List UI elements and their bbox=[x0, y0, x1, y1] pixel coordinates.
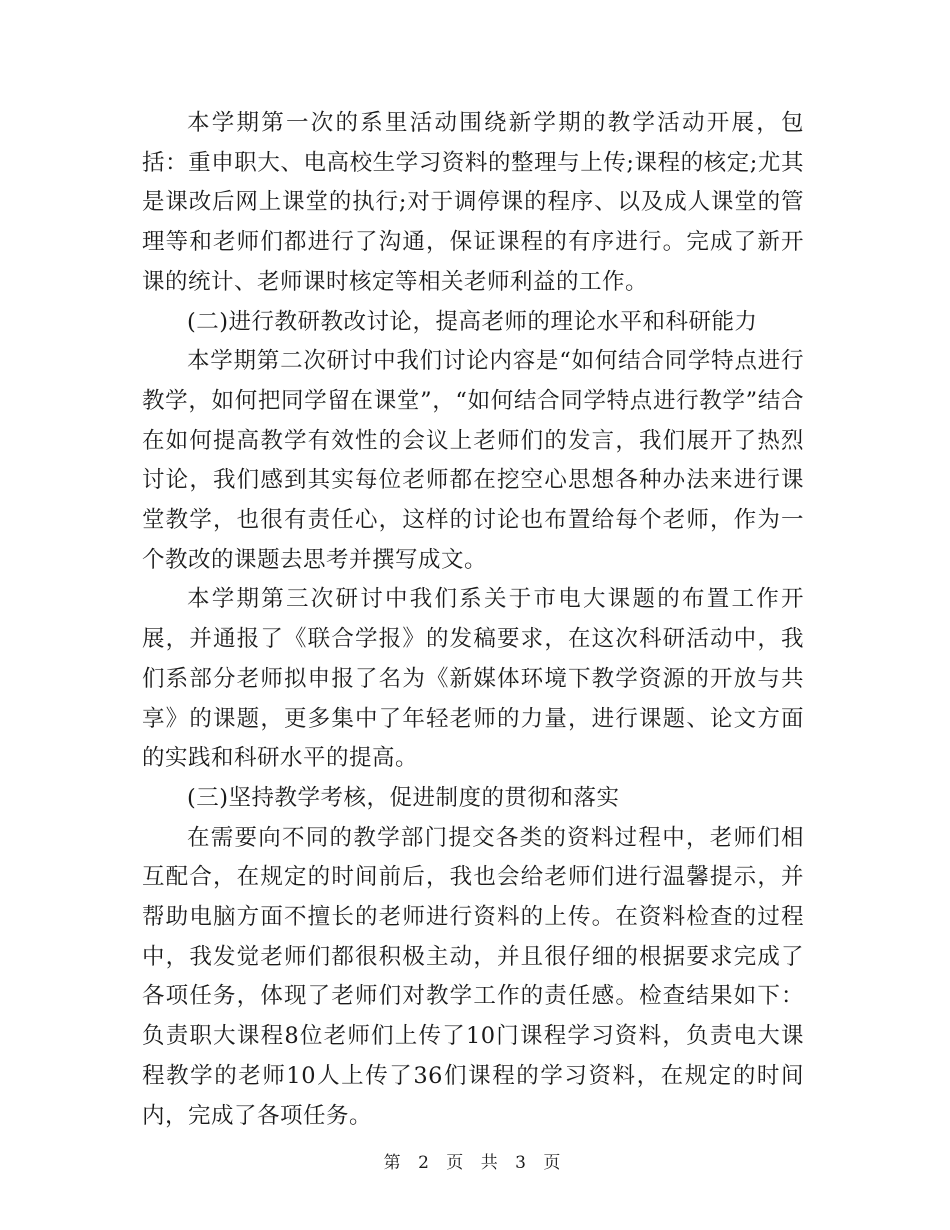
paragraph-activity-summary: 本学期第一次的系里活动围绕新学期的教学活动开展，包括：重申职大、电高校生学习资料的整理与上传;课程的核定;尤其是课改后网上课堂的执行;对于调停课的程序、以及成人课堂的管理等和老师们都进行了沟通，保证课程的有序进行。完成了新开课的统计、老师课时核定等相关老师利益的工作。 bbox=[142, 110, 804, 295]
section-heading-3: (三)坚持教学考核，促进制度的贯彻和落实 bbox=[187, 784, 620, 811]
document-body bbox=[142, 104, 804, 1136]
page-footer: 第 2 页 共 3 页 bbox=[383, 1153, 567, 1173]
paragraph-assessment: 在需要向不同的教学部门提交各类的资料过程中，老师们相互配合，在规定的时间前后，我也会给老师们进行温馨提示，并帮助电脑方面不擅长的老师进行资料的上传。在资料检查的过程中，我发觉老师们都很积极主动，并且很仔细的根据要求完成了各项任务，体现了老师们对教学工作的责任感。检查结果如下：负责职大课程8位老师们上传了10门课程学习资料，负责电大课程教学的老师10人上传了36们课程的学习资料，在规定的时间内，完成了各项任务。 bbox=[142, 824, 804, 1129]
paragraph-second-seminar: 本学期第二次研讨中我们讨论内容是“如何结合同学特点进行教学，如何把同学留在课堂”，“如何结合同学特点进行教学”结合在如何提高教学有效性的会议上老师们的发言，我们展开了热烈讨论，我们感到其实每位老师都在挖空心思想各种办法来进行课堂教学，也很有责任心，这样的讨论也布置给每个老师，作为一个教改的课题去思考并撰写成文。 bbox=[142, 348, 804, 573]
paragraph-third-seminar: 本学期第三次研讨中我们系关于市电大课题的布置工作开展，并通报了《联合学报》的发稿要求，在这次科研活动中，我们系部分老师拟申报了名为《新媒体环境下教学资源的开放与共享》的课题，更多集中了年轻老师的力量，进行课题、论文方面的实践和科研水平的提高。 bbox=[142, 586, 804, 772]
section-heading-2: (二)进行教研教改讨论，提高老师的理论水平和科研能力 bbox=[187, 308, 758, 335]
